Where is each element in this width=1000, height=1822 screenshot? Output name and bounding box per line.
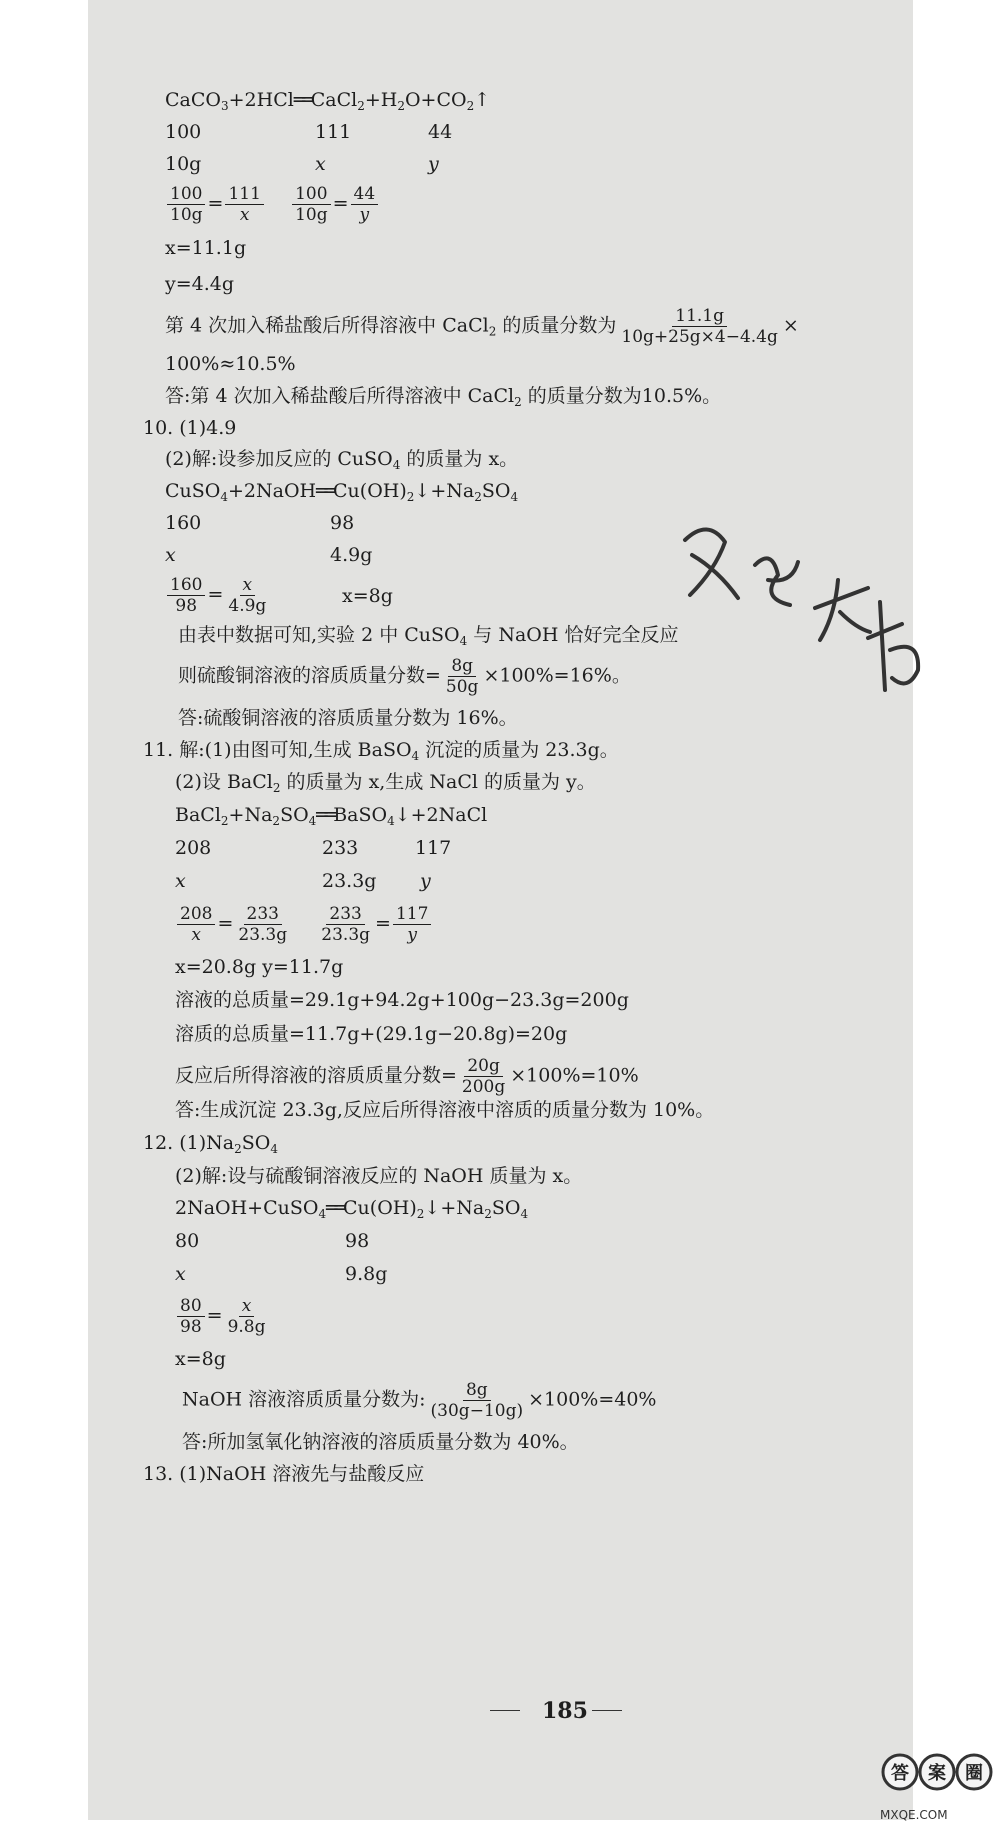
q12-amount-2: 9.8g	[345, 1263, 388, 1285]
q10-x-result: x=8g	[342, 585, 393, 607]
q11-part1: 11. 解:(1)由图可知,生成 BaSO$_4$ 沉淀的质量为 23.3g。	[143, 739, 619, 763]
q9-mass-fraction-line: 第 4 次加入稀盐酸后所得溶液中 CaCl$_2$ 的质量分数为 $\frac{11.1g}{10g+25g\times 4-4.4g}$ ×	[165, 306, 799, 347]
q9-amount-2: x	[315, 153, 326, 175]
q12-part2: (2)解:设与硫酸铜溶液反应的 NaOH 质量为 x。	[175, 1165, 583, 1187]
q9-mass-fraction: $\frac{11.1g}{10g+25g\times 4-4.4g}$	[621, 306, 778, 347]
q11-ratio-equations: $\frac{208}{x}$ = $\frac{233}{23.3g}$ $\frac{233}{23.3g}$ = $\frac{117}{y}$	[175, 904, 433, 945]
q9-ratio2-right: $\frac{44}{y}$	[351, 184, 379, 225]
q10-part1: 10. (1)4.9	[143, 417, 237, 439]
page-number-dash-left	[490, 1710, 520, 1711]
q11-part2: (2)设 BaCl$_2$ 的质量为 x,生成 NaCl 的质量为 y。	[175, 771, 596, 795]
page-number-dash-right	[592, 1710, 622, 1711]
page-number: 185	[542, 1698, 588, 1724]
q9-amount-3: y	[428, 153, 439, 175]
q10-part2: (2)解:设参加反应的 CuSO$_4$ 的质量为 x。	[165, 448, 519, 472]
watermark-url: MXQE.COM	[880, 1808, 948, 1822]
q12-amount-1: x	[175, 1263, 186, 1285]
q12-ratio-equation: $\frac{80}{98}$ = $\frac{x}{9.8g}$	[175, 1296, 270, 1337]
q12-molar-mass-1: 80	[175, 1230, 200, 1252]
q12-concentration: NaOH 溶液溶质质量分数为: $\frac{8g}{(30g-10g)}$ ×100%=40%	[182, 1380, 657, 1421]
q10-ratio-left: $\frac{160}{98}$	[167, 575, 205, 616]
q10-amount-2: 4.9g	[330, 544, 373, 566]
q9-ratio1-left: $\frac{100}{10g}$	[167, 184, 206, 225]
q12-equation: $2NaOH+CuSO_4══Cu(OH)_2↓+Na_2SO_4$	[175, 1197, 529, 1221]
q10-answer: 答:硫酸铜溶液的溶质质量分数为 16%。	[178, 707, 518, 729]
q12-concentration-fraction: $\frac{8g}{(30g-10g)}$	[430, 1380, 524, 1421]
q11-total-solution: 溶液的总质量=29.1g+94.2g+100g−23.3g=200g	[175, 989, 629, 1011]
q10-ratio-right: $\frac{x}{4.9g}$	[228, 575, 267, 616]
q13-part1: 13. (1)NaOH 溶液先与盐酸反应	[143, 1463, 425, 1485]
q9-equation: $CaCO_3+2HCl══CaCl_2+H_2O+CO_2↑$	[165, 89, 491, 113]
q12-part1: 12. $(1)Na_2SO_4$	[143, 1132, 278, 1156]
q10-ratio-equation: $\frac{160}{98}$ = $\frac{x}{4.9g}$	[165, 575, 271, 616]
q11-amount-2: 23.3g	[322, 870, 377, 892]
q9-answer: 答:第 4 次加入稀盐酸后所得溶液中 CaCl$_2$ 的质量分数为10.5%。	[165, 385, 722, 409]
q10-table-analysis: 由表中数据可知,实验 2 中 CuSO$_4$ 与 NaOH 恰好完全反应	[178, 624, 679, 648]
q10-concentration: 则硫酸铜溶液的溶质质量分数= $\frac{8g}{50g}$ ×100%=16%。	[178, 656, 631, 697]
q10-concentration-fraction: $\frac{8g}{50g}$	[445, 656, 479, 697]
q12-ratio-left: $\frac{80}{98}$	[177, 1296, 205, 1337]
q9-amount-1: 10g	[165, 153, 202, 175]
q12-answer: 答:所加氢氧化钠溶液的溶质质量分数为 40%。	[182, 1431, 579, 1453]
q11-equation: $BaCl_2+Na_2SO_4══BaSO_4↓+2NaCl$	[175, 804, 488, 828]
q11-ratio2-right: $\frac{117}{y}$	[393, 904, 431, 945]
q11-concentration: 反应后所得溶液的溶质质量分数= $\frac{20g}{200g}$ ×100%=10%	[175, 1056, 639, 1097]
q9-molar-mass-1: 100	[165, 121, 202, 143]
q11-ratio1-left: $\frac{208}{x}$	[177, 904, 215, 945]
handwritten-signature	[680, 500, 940, 730]
svg-text:案: 案	[928, 1763, 946, 1784]
q11-concentration-fraction: $\frac{20g}{200g}$	[461, 1056, 506, 1097]
q11-molar-mass-2: 233	[322, 837, 359, 859]
q12-x-result: x=8g	[175, 1348, 226, 1370]
q11-amount-3: y	[420, 870, 431, 892]
q11-answer: 答:生成沉淀 23.3g,反应后所得溶液中溶质的质量分数为 10%。	[175, 1099, 715, 1121]
q9-molar-mass-2: 111	[315, 121, 352, 143]
q10-equation: $CuSO_4+2NaOH══Cu(OH)_2↓+Na_2SO_4$	[165, 480, 519, 504]
q11-ratio2-left: $\frac{233}{23.3g}$	[321, 904, 371, 945]
q9-x-result: x=11.1g	[165, 237, 247, 259]
q12-ratio-right: $\frac{x}{9.8g}$	[227, 1296, 266, 1337]
q9-ratio1-right: $\frac{111}{x}$	[225, 184, 263, 225]
q10-amount-1: x	[165, 544, 176, 566]
q9-percent-line: 100%≈10.5%	[165, 353, 296, 375]
q10-molar-mass-2: 98	[330, 512, 355, 534]
q9-ratio2-left: $\frac{100}{10g}$	[292, 184, 331, 225]
q9-molar-mass-3: 44	[428, 121, 453, 143]
q11-ratio1-right: $\frac{233}{23.3g}$	[238, 904, 288, 945]
q11-xy-result: x=20.8g y=11.7g	[175, 956, 344, 978]
q11-molar-mass-1: 208	[175, 837, 212, 859]
q10-molar-mass-1: 160	[165, 512, 202, 534]
svg-text:答: 答	[891, 1763, 909, 1784]
q9-y-result: y=4.4g	[165, 273, 235, 295]
q9-ratio-equations: $\frac{100}{10g}$ = $\frac{111}{x}$ $\frac{100}{10g}$ = $\frac{44}{y}$	[165, 184, 380, 225]
q11-molar-mass-3: 117	[415, 837, 452, 859]
svg-text:圈: 圈	[965, 1763, 983, 1784]
q11-amount-1: x	[175, 870, 186, 892]
watermark-logo	[880, 1740, 995, 1815]
q11-total-solute: 溶质的总质量=11.7g+(29.1g−20.8g)=20g	[175, 1023, 568, 1045]
q12-molar-mass-2: 98	[345, 1230, 370, 1252]
